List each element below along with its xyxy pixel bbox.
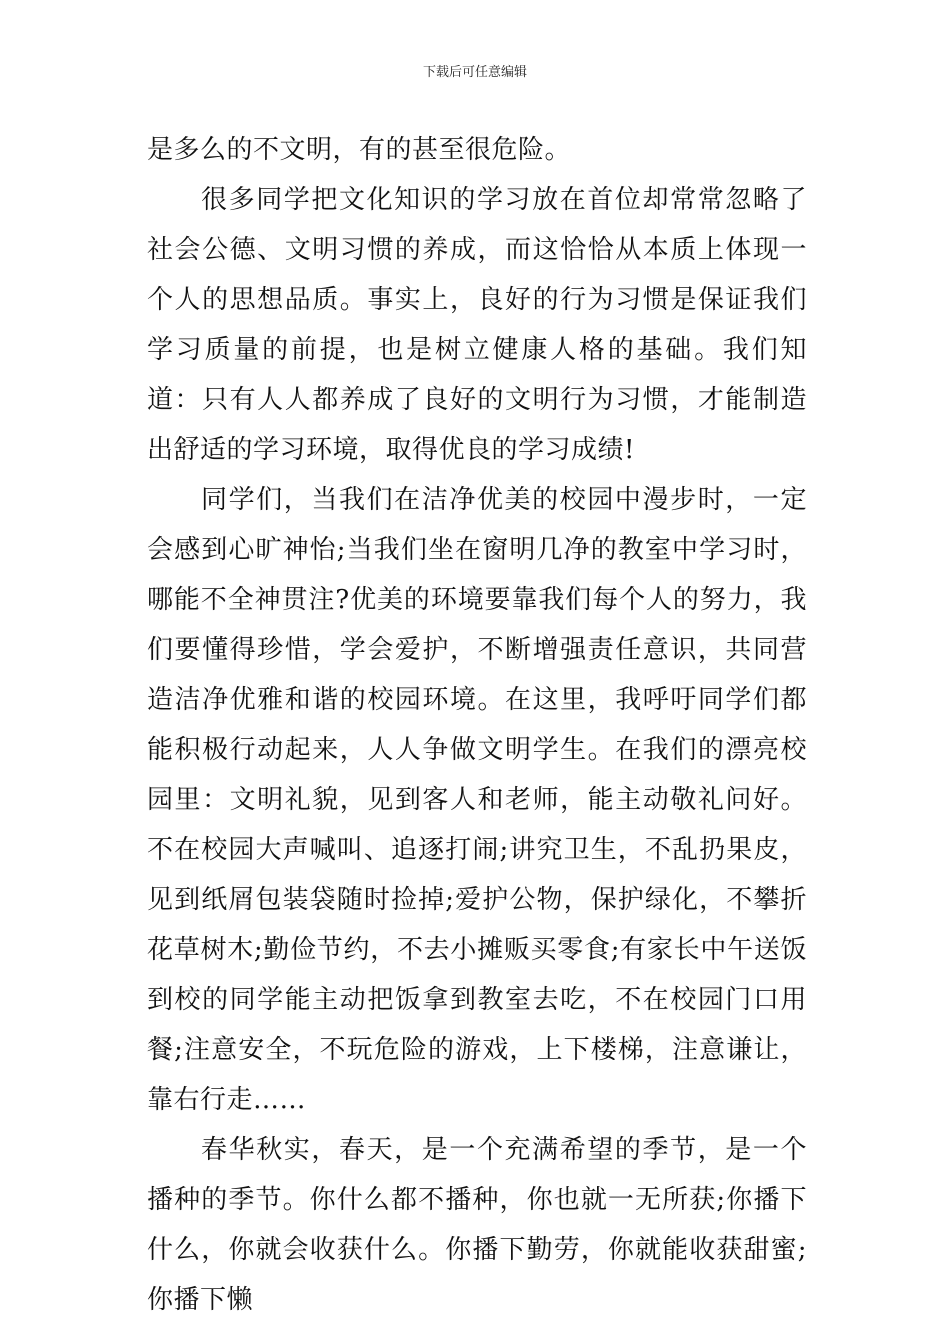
paragraph-4: 春华秋实，春天，是一个充满希望的季节，是一个播种的季节。你什么都不播种，你也就一无所获;你播下什么，你就会收获什么。你播下勤劳，你就能收获甜蜜;你播下懒 [147,1135,807,1315]
document-body [147,125,807,1325]
paragraph-2: 很多同学把文化知识的学习放在首位却常常忽略了社会公德、文明习惯的养成，而这恰恰从本质上体现一个人的思想品质。事实上，良好的行为习惯是保证我们学习质量的前提，也是树立健康人格的基础。我们知道：只有人人都养成了良好的文明行为习惯，才能制造出舒适的学习环境，取得优良的学习成绩! [147,185,807,465]
paragraph-3: 同学们，当我们在洁净优美的校园中漫步时，一定会感到心旷神怡;当我们坐在窗明几净的教室中学习时，哪能不全神贯注?优美的环境要靠我们每个人的努力，我们要懂得珍惜，学会爱护，不断增强责任意识，共同营造洁净优雅和谐的校园环境。在这里，我呼吁同学们都能积极行动起来，人人争做文明学生。在我们的漂亮校园里：文明礼貌，见到客人和老师，能主动敬礼问好。不在校园大声喊叫、追逐打闹;讲究卫生，不乱扔果皮，见到纸屑包装袋随时捡掉;爱护公物，保护绿化，不攀折花草树木;勤俭节约，不去小摊贩买零食;有家长中午送饭到校的同学能主动把饭拿到教室去吃，不在校园门口用餐;注意安全，不玩危险的游戏，上下楼梯，注意谦让，靠右行走…… [147,485,807,1115]
page-header: 下载后可任意编辑 [422,65,527,80]
paragraph-1: 是多么的不文明，有的甚至很危险。 [147,135,572,165]
